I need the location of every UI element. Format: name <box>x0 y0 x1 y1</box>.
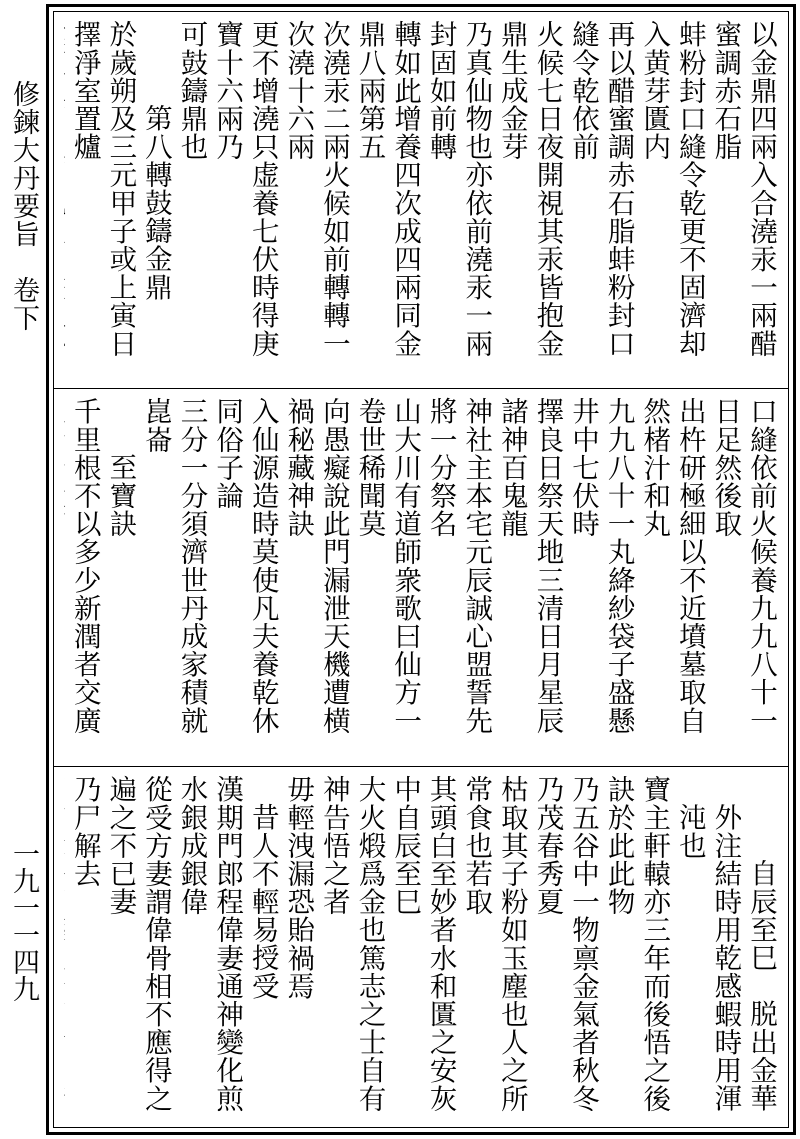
text-column: 第八轉鼓鑄金鼎 <box>139 104 172 301</box>
text-column: 其頭白至妙者水和匱之安灰中自辰至巳 <box>389 775 457 1113</box>
text-column: 擇良日祭天地三清日月星辰諸神百鬼龍 <box>495 397 564 735</box>
panel-bottom <box>54 767 788 1127</box>
page-frame <box>46 4 796 1135</box>
text-column: 火候七日夜開視其汞皆抱金鼎生成金芽 <box>495 20 564 358</box>
text-column: 神社主本宅元辰誠心盟誓先將一分祭名 <box>424 397 493 735</box>
text-column: 乃五谷中一物禀金氣者秋冬乃茂春秀夏 <box>531 775 600 1113</box>
text-columns-middle <box>64 397 778 759</box>
text-column <box>64 20 66 381</box>
text-column: 轉如此增養四次成四兩同金鼎八兩第五 <box>353 20 422 358</box>
text-column <box>64 775 66 1121</box>
text-column: 再以醋蜜調赤石脂蚌粉封口縫令乾依前 <box>567 20 635 358</box>
text-column: 更不增澆只虚養七伏時得庚寶十六兩乃 <box>211 20 279 358</box>
text-column: 大火煅爲金也篤志之士自有神告悟之者 <box>317 775 386 1113</box>
text-column: 三分一分須濟世丹成家積就崑崙 <box>139 397 208 735</box>
text-column: 從受方妻謂偉骨相不應得之遍之不已妻 <box>104 775 172 1113</box>
text-column: 九九八十一丸絳紗袋子盛懸井中七伏時 <box>567 397 635 735</box>
panel-top <box>54 12 788 387</box>
text-column: 蚌粉封口縫令乾更不固濟却入黄芽匱内 <box>638 20 706 358</box>
text-column: 山大川有道師衆歌曰仙方一卷世稀聞莫 <box>353 397 422 735</box>
text-column: 入仙源造時莫使凡夫養乾休同俗子論 <box>211 397 279 735</box>
text-column: 自辰至巳 脱出金華 <box>745 859 777 1112</box>
text-column: 枯取其子粉如玉塵也人之所常食也若取 <box>460 775 528 1113</box>
text-column: 出杵研極細以不近墳墓取自然楮汁和丸 <box>638 397 706 735</box>
text-column: 次澆汞二兩火候如前轉轉一次澆十六兩 <box>282 20 350 358</box>
text-column: 乃真仙物也亦依前澆汞一兩封固如前轉 <box>424 20 493 358</box>
page-inner-frame <box>53 11 789 1128</box>
text-column: 昔人不輕易授受 <box>246 803 279 1000</box>
text-column: 千里根不以多少新潤者交廣 <box>68 397 101 735</box>
text-column: 至寶訣 <box>104 453 137 538</box>
text-columns-top <box>64 20 778 381</box>
text-column: 可鼓鑄鼎也 <box>175 20 208 161</box>
margin-book-title: 修鍊大丹要旨 卷下 <box>8 80 39 332</box>
margin-page-number: 一九一一四九 <box>8 840 39 1002</box>
text-column: 以金鼎四兩入合澆汞一兩醋蜜調赤石脂 <box>709 20 777 358</box>
text-column: 乃尸解去 <box>68 775 101 888</box>
text-column: 毋輕洩漏恐貽禍焉 <box>282 775 315 1000</box>
text-column: 向愚癡說此門漏泄天機遭横禍秘藏神訣 <box>282 397 350 735</box>
text-column: 漢期門郎程偉妻通神變化煎水銀成銀偉 <box>175 775 244 1113</box>
text-column: 外注結時用乾感蝦時用渾沌也 <box>673 803 742 1113</box>
text-columns-bottom <box>64 775 778 1121</box>
text-column: 寶主軒轅亦三年而後悟之後訣於此此物 <box>602 775 671 1113</box>
text-column: 於歲朔及三元甲子或上寅日擇淨室置爐 <box>68 20 137 358</box>
text-column: 口縫依前火候養九九八十一日足然後取 <box>709 397 777 735</box>
panel-middle <box>54 389 788 765</box>
